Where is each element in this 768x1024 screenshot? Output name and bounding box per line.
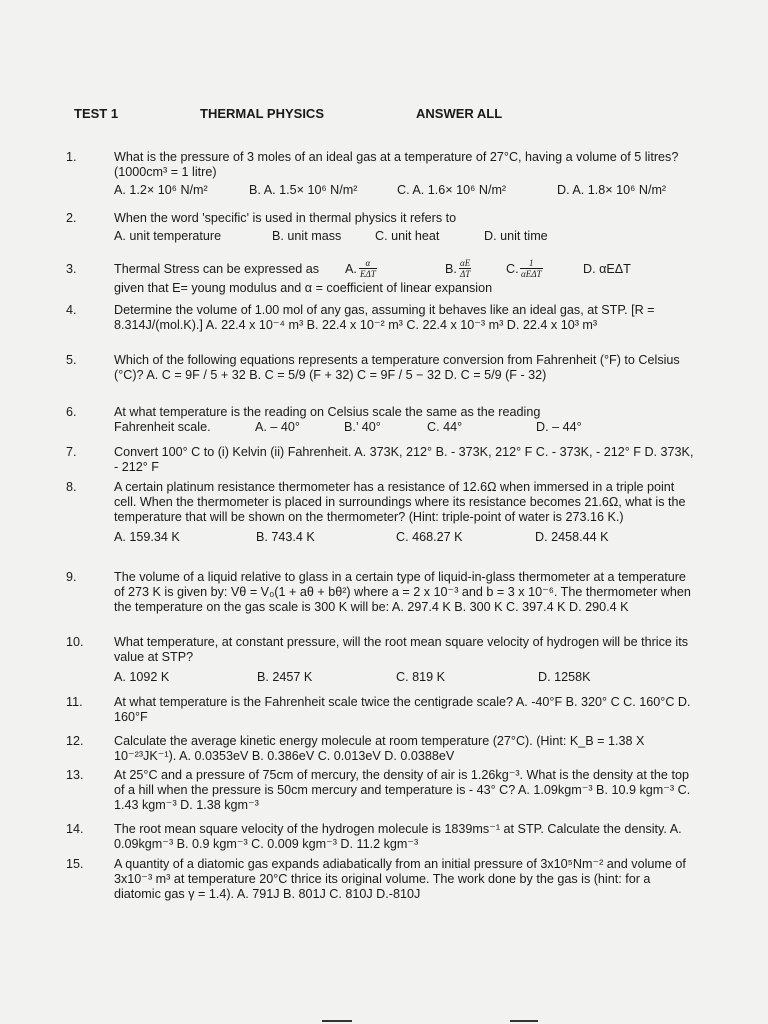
question-text: Thermal Stress can be expressed as (114, 262, 320, 276)
options-row (114, 229, 696, 245)
scan-mark (510, 1020, 538, 1022)
question-text: Calculate the average kinetic energy molecule at room temperature (27°C). (Hint: K_B = 1.38 X 10⁻²³JK⁻¹). A. 0.0353eV B. 0.386eV C. 0.013eV D. 0.0388eV (114, 734, 645, 763)
option-b: B. unit mass (272, 229, 342, 243)
question-number: 6. (66, 405, 77, 419)
option-c: C. (506, 262, 519, 276)
option-d: D. – 44° (536, 420, 582, 434)
option-a: A. 1.2× 10⁶ N/m² (114, 183, 208, 197)
instruction-label: ANSWER ALL (416, 106, 503, 121)
question-number: 4. (66, 303, 77, 317)
option-c: C. 819 K (396, 670, 446, 684)
question-number: 13. (66, 768, 84, 782)
question-1 (66, 150, 696, 199)
question-text: What is the pressure of 3 moles of an ideal gas at a temperature of 27°C, having a volume of 5 litres? (1000cm³ = 1 litre) (114, 150, 679, 179)
fraction-c: 1 αEΔT (521, 258, 542, 279)
question-number: 7. (66, 445, 77, 459)
question-text: A certain platinum resistance thermometer has a resistance of 12.6Ω when immersed in a triple point cell. When the thermometer is placed in surroundings where its resistance becomes 21.6Ω, what is the temperature that will be shown on the thermometer? (Hint: triple-point of water is 273.16 K.) (114, 480, 686, 524)
option-b: B.’ 40° (344, 420, 381, 434)
question-7 (66, 445, 696, 475)
option-c: C. unit heat (375, 229, 440, 243)
option-d: D. unit time (484, 229, 548, 243)
test-label: TEST 1 (74, 106, 119, 121)
fraction-b: $\frac{\alpha E}{\Delta T}$ (460, 258, 471, 279)
formula-row (114, 259, 696, 281)
question-number: 14. (66, 822, 84, 836)
option-d: D. 1258K (538, 670, 591, 684)
question-text: When the word 'specific' is used in thermal physics it refers to (114, 211, 457, 225)
scan-mark (322, 1020, 352, 1022)
question-12 (66, 734, 696, 764)
question-text: The root mean square velocity of the hydrogen molecule is 1839ms⁻¹ at STP. Calculate the density. A. 0.09kgm⁻³ B. 0.9 kgm⁻³ C. 0.009 kgm⁻³ D. 11.2 kgm⁻³ (114, 822, 682, 851)
question-number: 5. (66, 353, 77, 367)
options-row (114, 420, 696, 436)
question-number: 9. (66, 570, 77, 584)
options-row (114, 670, 696, 686)
question-15 (66, 857, 696, 902)
question-text: At what temperature is the Fahrenheit scale twice the centigrade scale? A. -40°F B. 320° C C. 160°C D. 160°F (114, 695, 691, 724)
question-number: 10. (66, 635, 84, 649)
question-9 (66, 570, 696, 615)
question-6 (66, 405, 696, 436)
subject-title: THERMAL PHYSICS (200, 106, 324, 121)
options-row (114, 530, 696, 546)
question-10 (66, 635, 696, 686)
question-8 (66, 480, 696, 546)
question-text: The volume of a liquid relative to glass in a certain type of liquid-in-glass thermometer at a temperature of 273 K is given by: Vθ = V₀(1 + aθ + bθ²) where a = 2 x 10⁻³ and b = 3 x 10⁻⁶. The thermometer when the temperature on the gas scale is 300 K will be: A. 297.4 K B. 300 K C. 397.4 K D. 290.4 K (114, 570, 691, 614)
option-d: D. A. 1.8× 10⁶ N/m² (557, 183, 667, 197)
question-text: At what temperature is the reading on Celsius scale the same as the reading (114, 405, 541, 419)
question-text: What temperature, at constant pressure, will the root mean square velocity of hydrogen will be thrice its value at STP? (114, 635, 688, 664)
question-number: 12. (66, 734, 84, 748)
question-5 (66, 353, 696, 383)
question-text: Convert 100° C to (i) Kelvin (ii) Fahrenheit. A. 373K, 212° B. - 373K, 212° F C. - 373K, - 212° F D. 373K, - 212° F (114, 445, 694, 474)
option-a: A. unit temperature (114, 229, 222, 243)
option-a: A. – 40° (255, 420, 300, 434)
question-text: Which of the following equations represents a temperature conversion from Fahrenheit (°F) to Celsius (°C)? A. C = 9F / 5 + 32 B. C = 5/9 (F + 32) C = 9F / 5 − 32 D. C = 5/9 (F - 32) (114, 353, 680, 382)
option-b: B. 2457 K (257, 670, 313, 684)
question-number: 1. (66, 150, 77, 164)
question-number: 8. (66, 480, 77, 494)
question-number: 15. (66, 857, 84, 871)
question-number: 2. (66, 211, 77, 225)
option-b: B. (445, 262, 457, 276)
question-14 (66, 822, 696, 852)
options-row (114, 183, 696, 199)
question-number: 11. (66, 695, 83, 709)
fraction-a: α EΔT (360, 258, 376, 279)
option-d: D. 2458.44 K (535, 530, 609, 544)
question-11 (66, 695, 696, 725)
question-text: At 25°C and a pressure of 75cm of mercury, the density of air is 1.26kg⁻³. What is the density at the top of a hill when the pressure is 50cm mercury and temperature is - 43° C? A. 1.09kgm⁻³ B. 10.9 kgm⁻³ C. 1.43 kgm⁻³ D. 1.38 kgm⁻³ (114, 768, 691, 812)
question-2 (66, 211, 696, 245)
question-4 (66, 303, 696, 333)
option-b: B. 743.4 K (256, 530, 315, 544)
option-b: B. A. 1.5× 10⁶ N/m² (249, 183, 358, 197)
question-text: Determine the volume of 1.00 mol of any gas, assuming it behaves like an ideal gas, at STP. [R = 8.314J/(mol.K).] A. 22.4 x 10⁻⁴ m³ B. 22.4 x 10⁻² m³ C. 22.4 x 10⁻³ m³ D. 22.4 x 10³ m³ (114, 303, 655, 332)
option-d: D. αEΔT (583, 262, 631, 276)
option-a: A. (345, 262, 357, 276)
question-13 (66, 768, 696, 813)
option-c: C. A. 1.6× 10⁶ N/m² (397, 183, 507, 197)
option-lead: Fahrenheit scale. (114, 420, 211, 434)
option-a: A. 1092 K (114, 670, 170, 684)
option-c: C. 468.27 K (396, 530, 463, 544)
question-number: 3. (66, 262, 77, 276)
question-text: A quantity of a diatomic gas expands adiabatically from an initial pressure of 3x10⁵Nm⁻² and volume of 3x10⁻³ m³ at temperature 20°C thrice its original volume. The work done by the gas is (hint: for a diatomic gas γ = 1.4). A. 791J B. 801J C. 810J D.-810J (114, 857, 686, 901)
question-note: given that E= young modulus and α = coefficient of linear expansion (114, 281, 493, 295)
question-3 (66, 259, 696, 296)
option-a: A. 159.34 K (114, 530, 180, 544)
option-c: C. 44° (427, 420, 463, 434)
